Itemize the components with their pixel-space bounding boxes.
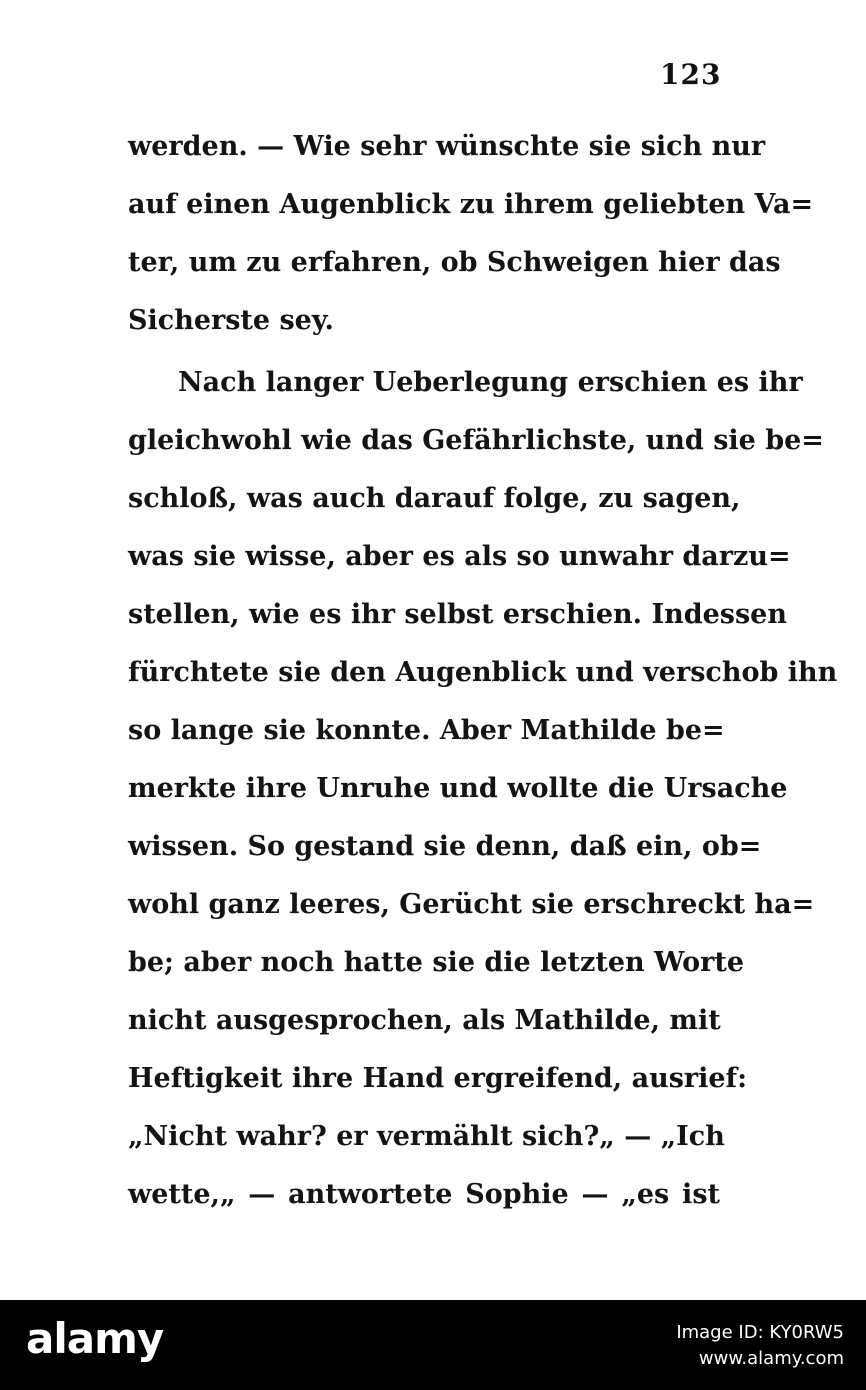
text-line: nicht ausgesprochen, als Mathilde, mit (128, 1005, 721, 1036)
image-credit (676, 1320, 844, 1372)
text-line: schloß, was auch darauf folge, zu sagen, (128, 483, 741, 514)
text-line: merkte ihre Unruhe und wollte die Ursache (128, 773, 788, 804)
text-line: was sie wisse, aber es als so unwahr darzu= (128, 541, 791, 572)
text-line: ter, um zu erfahren, ob Schweigen hier das (128, 247, 781, 278)
text-line: werden. — Wie sehr wünschte sie sich nur (128, 131, 766, 162)
text-line: wissen. So gestand sie denn, daß ein, ob= (128, 831, 762, 862)
text-line: Nach langer Ueberlegung erschien es ihr (178, 367, 803, 398)
text-line: so lange sie konnte. Aber Mathilde be= (128, 715, 725, 746)
text-line: stellen, wie es ihr selbst erschien. Indessen (128, 599, 787, 630)
text-line: fürchtete sie den Augenblick und verschob ihn (128, 657, 838, 688)
page-number: 123 (660, 58, 722, 91)
text-line: be; aber noch hatte sie die letzten Worte (128, 947, 745, 978)
site-url: www.alamy.com (698, 1348, 844, 1369)
text-line: wohl ganz leeres, Gerücht sie erschreckt ha= (128, 889, 815, 920)
text-line: wette,„ — antwortete Sophie — „es ist (128, 1179, 720, 1210)
page-body-text (128, 118, 838, 1224)
image-id-label: Image ID: KY0RW5 (676, 1322, 844, 1343)
text-line: Sicherste sey. (128, 305, 334, 336)
text-line: gleichwohl wie das Gefährlichste, und sie be= (128, 425, 824, 456)
stock-watermark-bar (0, 1300, 866, 1390)
alamy-logo: alamy (26, 1314, 164, 1363)
text-line: Heftigkeit ihre Hand ergreifend, ausrief: (128, 1063, 748, 1094)
text-line: „Nicht wahr? er vermählt sich?„ — „Ich (128, 1121, 725, 1152)
text-line: auf einen Augenblick zu ihrem geliebten Va= (128, 189, 814, 220)
